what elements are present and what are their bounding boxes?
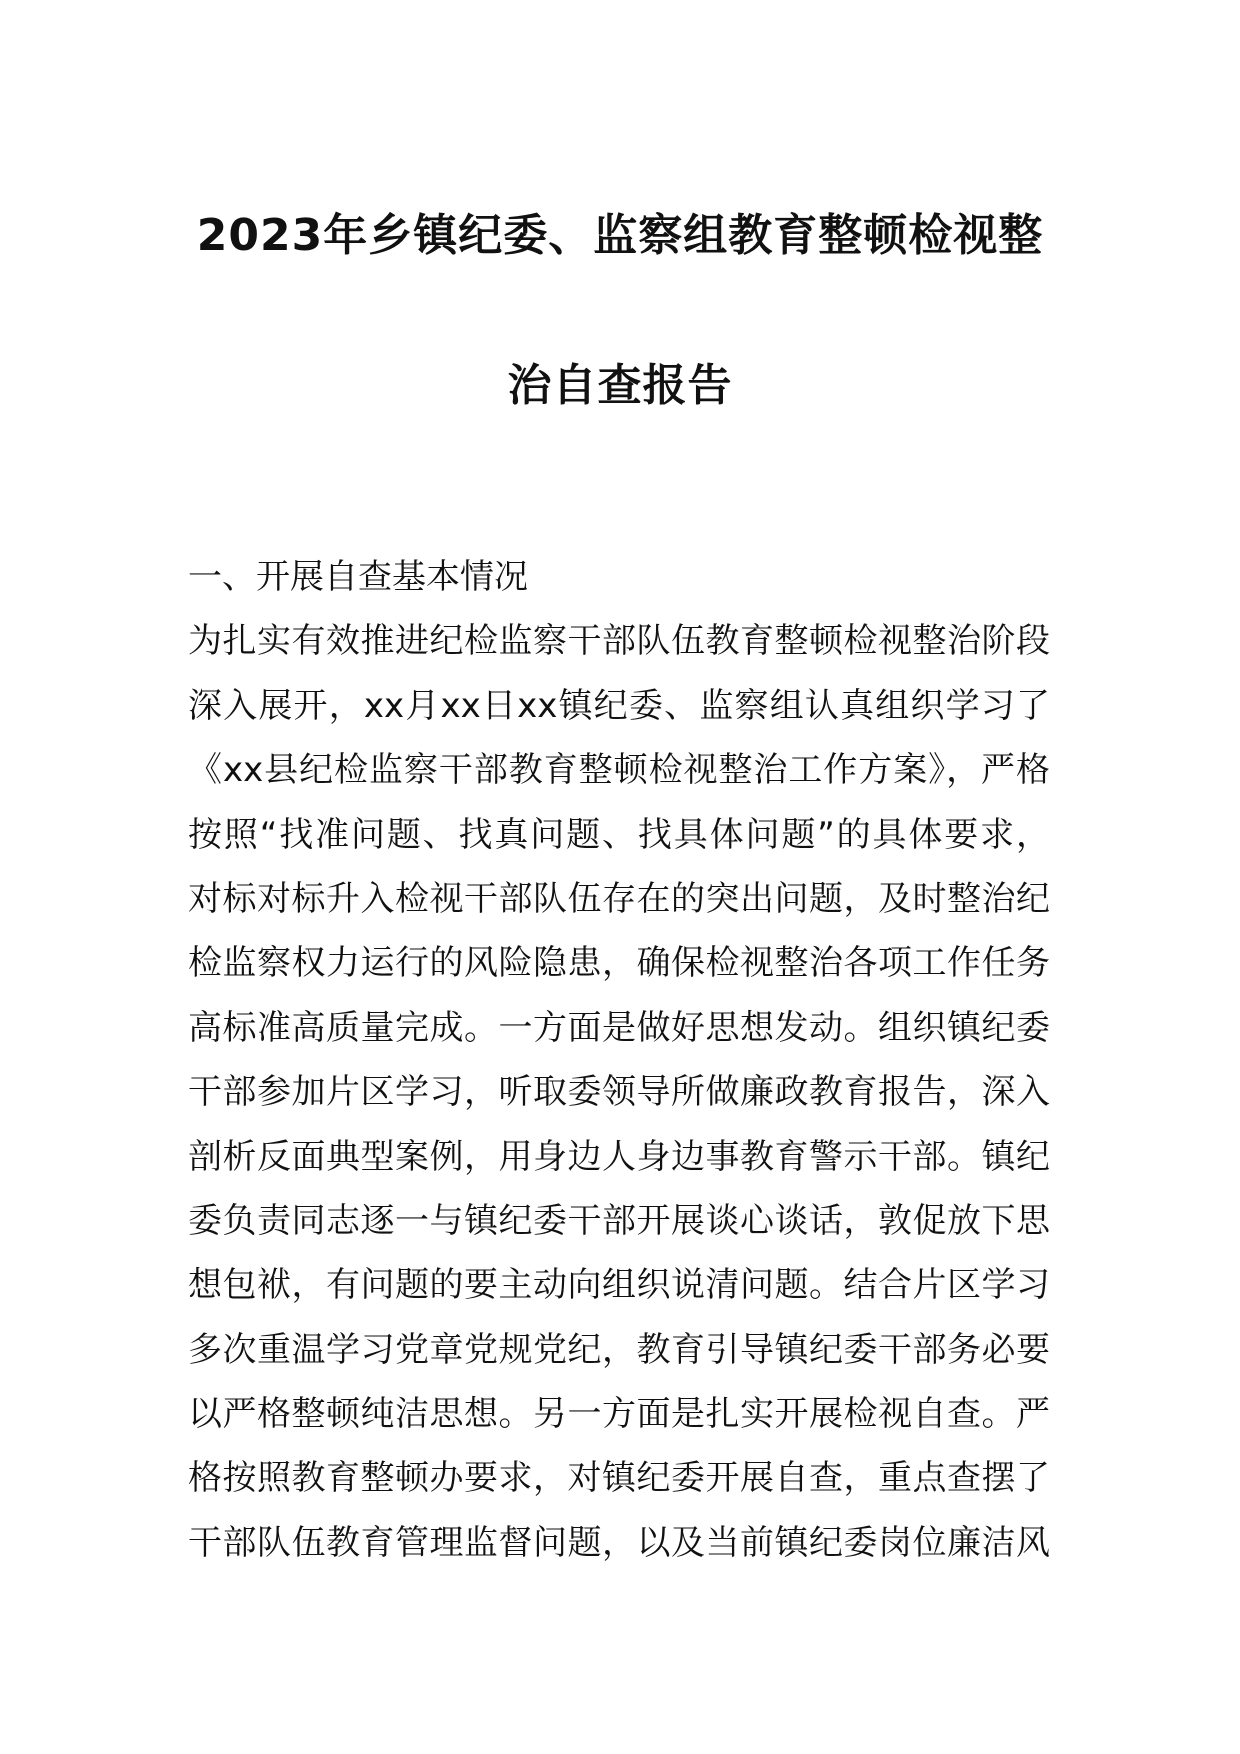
paragraph-line: 按照“找准问题、找真问题、找具体问题”的具体要求， bbox=[188, 814, 1050, 855]
paragraph-line: 委负责同志逐一与镇纪委干部开展谈心谈话，敦促放下思 bbox=[188, 1200, 1050, 1241]
paragraph-line: 格按照教育整顿办要求，对镇纪委开展自查，重点查摆了 bbox=[188, 1458, 1050, 1499]
paragraph-line: 想包袱，有问题的要主动向组织说清问题。结合片区学习 bbox=[188, 1265, 1050, 1306]
paragraph-line: 干部参加片区学习，听取委领导所做廉政教育报告，深入 bbox=[188, 1072, 1050, 1113]
paragraph-line: 为扎实有效推进纪检监察干部队伍教育整顿检视整治阶段 bbox=[188, 621, 1050, 662]
document-title-line-2: 治自查报告 bbox=[507, 360, 733, 411]
paragraph-line: 检监察权力运行的风险隐患，确保检视整治各项工作任务 bbox=[188, 943, 1050, 984]
document-body bbox=[188, 545, 1050, 1575]
paragraph-line: 高标准高质量完成。一方面是做好思想发动。组织镇纪委 bbox=[188, 1007, 1050, 1048]
paragraph-line: 深入展开，xx月xx日xx镇纪委、监察组认真组织学习了 bbox=[188, 685, 1050, 726]
paragraph-line: 多次重温学习党章党规党纪，教育引导镇纪委干部务必要 bbox=[188, 1329, 1050, 1370]
paragraph-line: 对标对标升入检视干部队伍存在的突出问题，及时整治纪 bbox=[188, 878, 1050, 919]
paragraph-line: 干部队伍教育管理监督问题，以及当前镇纪委岗位廉洁风 bbox=[188, 1522, 1050, 1563]
paragraph-line: 《xx县纪检监察干部教育整顿检视整治工作方案》，严格 bbox=[188, 750, 1050, 791]
paragraph-line: 剖析反面典型案例，用身边人身边事教育警示干部。镇纪 bbox=[188, 1136, 1050, 1177]
document-title-line-1: 2023年乡镇纪委、监察组教育整顿检视整 bbox=[196, 210, 1044, 261]
section-heading: 一、开展自查基本情况 bbox=[188, 557, 528, 597]
paragraph-line: 以严格整顿纯洁思想。另一方面是扎实开展检视自查。严 bbox=[188, 1394, 1050, 1435]
